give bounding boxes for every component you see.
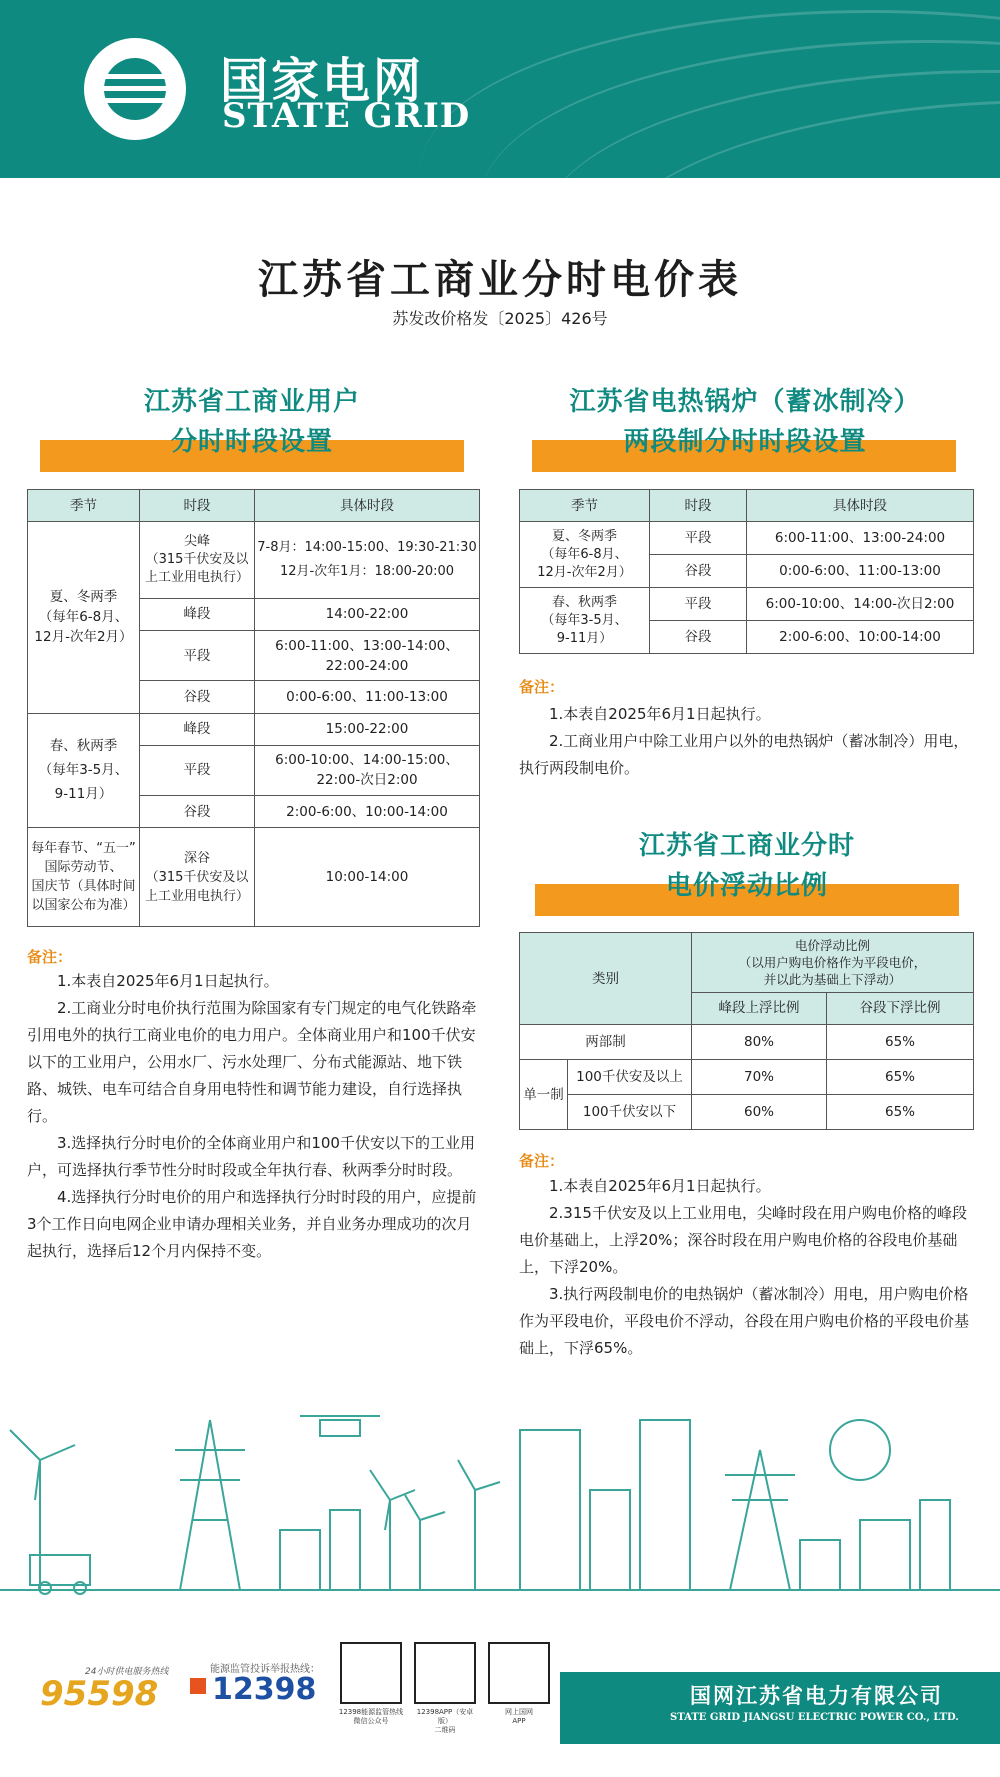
logo-en: STATE GRID: [222, 96, 471, 136]
logo-cn: 国家电网: [220, 53, 425, 109]
note-paragraph: 2.315千伏安及以上工业用电，尖峰时段在用户购电价格的峰段电价基础上，上浮20%；深谷时段在用户购电价格的谷段电价基础上，下浮20%。: [519, 1204, 967, 1276]
table-header: 类别: [520, 933, 692, 1025]
period-cell: 谷段: [650, 621, 747, 654]
time-cell: 6:00-11:00、13:00-14:00、 22:00-24:00: [255, 630, 480, 680]
period-cell: 平段: [140, 745, 255, 795]
time-cell: 6:00-11:00、13:00-24:00: [747, 522, 974, 555]
notes-label: 备注：: [27, 948, 73, 966]
period-cell: 谷段: [140, 796, 255, 828]
season-cell: 春、秋两季 （每年3-5月、 9-11月）: [28, 713, 140, 828]
category-cell: 单一制: [520, 1060, 568, 1130]
qr-code-icon: [488, 1642, 550, 1704]
note-paragraph: 3.选择执行分时电价的全体商业用户和100千伏安以下的工业用户，可选择执行季节性分时时段或全年执行春、秋两季分时时段。: [27, 1134, 475, 1179]
price-float-table: [519, 932, 974, 1130]
note-paragraph: 2.工商业用户中除工业用户以外的电热锅炉（蓄冰制冷）用电，执行两段制电价。: [519, 732, 969, 777]
qr-caption: 12398APP（安卓版） 二维码: [416, 1708, 474, 1734]
state-grid-emblem-icon: [84, 38, 186, 140]
category-cell: 100千伏安以下: [568, 1095, 692, 1130]
season-cell: 夏、冬两季 （每年6-8月、 12月-次年2月）: [520, 522, 650, 588]
company-name-cn: 国网江苏省电力有限公司: [690, 1684, 943, 1708]
document-number: 苏发改价格发〔2025〕426号: [392, 309, 608, 328]
section-title-line2: 分时时段设置: [170, 427, 333, 457]
time-cell: 0:00-6:00、11:00-13:00: [747, 555, 974, 588]
time-cell: 2:00-6:00、10:00-14:00: [747, 621, 974, 654]
section-title-line1: 江苏省工商业分时: [638, 831, 855, 861]
period-cell: 平段: [650, 522, 747, 555]
value-cell: 65%: [827, 1025, 974, 1060]
table-header: 电价浮动比例 （以用户购电价格作为平段电价， 并以此为基础上下浮动）: [692, 933, 974, 993]
notes-label: 备注：: [519, 1152, 565, 1170]
hotline-12398: 12398: [212, 1672, 317, 1707]
value-cell: 70%: [692, 1060, 827, 1095]
cityscape-illustration: [0, 1390, 1000, 1620]
supervision-caption: 能源监管投诉举报热线：: [210, 1664, 320, 1675]
time-cell: 6:00-10:00、14:00-次日2:00: [747, 588, 974, 621]
table-header: 季节: [28, 490, 140, 522]
table-header: 具体时段: [747, 490, 974, 522]
hotline-logo-icon: [190, 1678, 206, 1694]
table-header: 峰段上浮比例: [692, 992, 827, 1025]
value-cell: 65%: [827, 1060, 974, 1095]
season-cell: 春、秋两季 （每年3-5月、 9-11月）: [520, 588, 650, 654]
note-paragraph: 4.选择执行分时电价的用户和选择执行分时时段的用户，应提前3个工作日向电网企业申请办理相关业务，并自业务办理成功的次月起执行，选择后12个月内保持不变。: [27, 1188, 477, 1260]
table-header: 具体时段: [255, 490, 480, 522]
hotline-caption: 24小时供电服务热线: [85, 1667, 169, 1677]
time-cell: 7-8月：14:00-15:00、19:30-21:30 12月-次年1月：18:00-20:00: [255, 522, 480, 599]
table-header: 时段: [140, 490, 255, 522]
qr-code-icon: [414, 1642, 476, 1704]
time-cell: 0:00-6:00、11:00-13:00: [255, 681, 480, 713]
section-title-line1: 江苏省工商业用户: [143, 387, 360, 417]
time-cell: 6:00-10:00、14:00-15:00、 22:00-次日2:00: [255, 745, 480, 795]
value-cell: 60%: [692, 1095, 827, 1130]
section-title-line2: 电价浮动比例: [665, 871, 828, 901]
value-cell: 65%: [827, 1095, 974, 1130]
hotline-95598: 95598: [40, 1674, 159, 1714]
time-cell: 2:00-6:00、10:00-14:00: [255, 796, 480, 828]
right-top-notes: [519, 701, 975, 782]
period-cell: 尖峰 （315千伏安及以 上工业用电执行）: [140, 522, 255, 599]
qr-caption: 12398能源监管热线 微信公众号: [338, 1708, 404, 1725]
note-paragraph: 3.执行两段制电价的电热锅炉（蓄冰制冷）用电，用户购电价格作为平段电价，平段电价不浮动，谷段在用户购电价格的平段电价基础上，下浮65%。: [519, 1285, 970, 1357]
period-cell: 平段: [140, 630, 255, 680]
period-cell: 峰段: [140, 713, 255, 745]
qr-code-icon: [340, 1642, 402, 1704]
note-paragraph: 2.工商业分时电价执行范围为除国家有专门规定的电气化铁路牵引用电外的执行工商业电价的电力用户。全体商业用户和100千伏安以下的工业用户，公用水厂、污水处理厂、分布式能源站、地下铁路、城铁、电车可结合自身用电特性和调节能力建设，自行选择执行。: [27, 999, 477, 1125]
time-cell: 14:00-22:00: [255, 598, 480, 630]
season-cell: 夏、冬两季 （每年6-8月、 12月-次年2月）: [28, 522, 140, 713]
qr-caption: 网上国网 APP: [505, 1708, 533, 1725]
note-paragraph: 1.本表自2025年6月1日起执行。: [549, 705, 771, 723]
page-title: 江苏省工商业分时电价表: [258, 257, 742, 303]
notes-label: 备注：: [519, 678, 565, 696]
value-cell: 80%: [692, 1025, 827, 1060]
table-header: 谷段下浮比例: [827, 992, 974, 1025]
table-header: 季节: [520, 490, 650, 522]
boiler-period-table: [519, 489, 974, 654]
note-paragraph: 1.本表自2025年6月1日起执行。: [549, 1177, 771, 1195]
period-cell: 深谷 （315千伏安及以 上工业用电执行）: [140, 828, 255, 927]
tou-period-table: [27, 489, 480, 927]
period-cell: 峰段: [140, 598, 255, 630]
left-notes: [27, 968, 481, 1265]
note-paragraph: 1.本表自2025年6月1日起执行。: [57, 972, 279, 990]
company-name-en: STATE GRID JIANGSU ELECTRIC POWER CO., LTD.: [670, 1712, 959, 1723]
section-title-line2: 两段制分时时段设置: [623, 427, 867, 457]
category-cell: 两部制: [520, 1025, 692, 1060]
right-bottom-notes: [519, 1173, 975, 1362]
period-cell: 谷段: [140, 681, 255, 713]
table-header: 时段: [650, 490, 747, 522]
section-title-line1: 江苏省电热锅炉（蓄冰制冷）: [569, 387, 921, 417]
time-cell: 15:00-22:00: [255, 713, 480, 745]
category-cell: 100千伏安及以上: [568, 1060, 692, 1095]
period-cell: 谷段: [650, 555, 747, 588]
season-cell: 每年春节、“五一” 国际劳动节、 国庆节（具体时间 以国家公布为准）: [28, 828, 140, 927]
period-cell: 平段: [650, 588, 747, 621]
time-cell: 10:00-14:00: [255, 828, 480, 927]
